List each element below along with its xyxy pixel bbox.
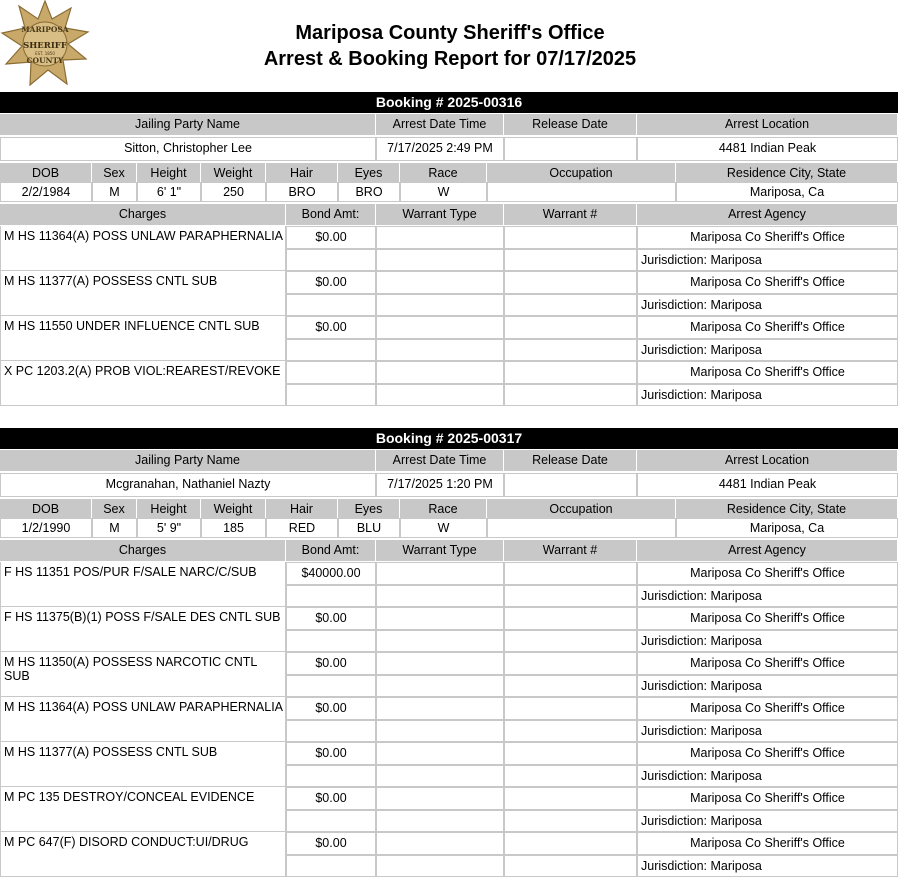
- warrant-number: [504, 316, 637, 339]
- bond-amount-blank: [286, 765, 376, 787]
- weight-value: 185: [201, 518, 266, 538]
- warrant-number: [504, 562, 637, 585]
- arrest-agency: Mariposa Co Sheriff's Office: [637, 697, 898, 720]
- residence-value: Mariposa, Ca: [676, 182, 898, 202]
- warrant-type-blank: [376, 249, 504, 271]
- warrant-type: [376, 271, 504, 294]
- jurisdiction: Jurisdiction: Mariposa: [637, 585, 898, 607]
- warrant-number: [504, 742, 637, 765]
- warrant-type-blank: [376, 720, 504, 742]
- residence-header: Residence City, State: [676, 499, 898, 518]
- arrest-location-header: Arrest Location: [637, 114, 898, 135]
- charge-description: F HS 11375(B)(1) POSS F/SALE DES CNTL SUB: [0, 607, 286, 652]
- dob-value: 2/2/1984: [0, 182, 92, 202]
- arrest-datetime: 7/17/2025 1:20 PM: [376, 473, 504, 497]
- jurisdiction: Jurisdiction: Mariposa: [637, 384, 898, 406]
- charge-description: F HS 11351 POS/PUR F/SALE NARC/C/SUB: [0, 562, 286, 607]
- bond-amount: $40000.00: [286, 562, 376, 585]
- warrant-type-blank: [376, 294, 504, 316]
- warrant-number-blank: [504, 630, 637, 652]
- jurisdiction: Jurisdiction: Mariposa: [637, 249, 898, 271]
- weight-header: Weight: [201, 163, 266, 182]
- height-value: 5' 9": [137, 518, 201, 538]
- hair-value: RED: [266, 518, 338, 538]
- badge-small: EST. 1850: [35, 51, 55, 56]
- bond-amount-blank: [286, 855, 376, 877]
- warrant-type-header: Warrant Type: [376, 204, 504, 225]
- height-header: Height: [137, 499, 201, 518]
- warrant-type: [376, 361, 504, 384]
- arrest-agency: Mariposa Co Sheriff's Office: [637, 607, 898, 630]
- eyes-value: BLU: [338, 518, 400, 538]
- warrant-number-blank: [504, 249, 637, 271]
- warrant-type: [376, 316, 504, 339]
- eyes-header: Eyes: [338, 163, 400, 182]
- weight-header: Weight: [201, 499, 266, 518]
- sex-value: M: [92, 518, 137, 538]
- bond-amount-blank: [286, 384, 376, 406]
- sex-header: Sex: [92, 163, 137, 182]
- arrest-agency: Mariposa Co Sheriff's Office: [637, 787, 898, 810]
- badge-arc-top: MARIPOSA: [21, 25, 69, 34]
- arrest-datetime: 7/17/2025 2:49 PM: [376, 137, 504, 161]
- bond-amount: [286, 361, 376, 384]
- warrant-type: [376, 652, 504, 675]
- jailing-party-header: Jailing Party Name: [0, 114, 376, 135]
- warrant-type: [376, 787, 504, 810]
- charge-description: M PC 647(F) DISORD CONDUCT:UI/DRUG: [0, 832, 286, 877]
- bond-amount: $0.00: [286, 607, 376, 630]
- warrant-number: [504, 697, 637, 720]
- jurisdiction: Jurisdiction: Mariposa: [637, 294, 898, 316]
- bond-amount-blank: [286, 294, 376, 316]
- charge-description: M HS 11350(A) POSSESS NARCOTIC CNTL SUB: [0, 652, 286, 697]
- jurisdiction: Jurisdiction: Mariposa: [637, 720, 898, 742]
- inmate-name: Mcgranahan, Nathaniel Nazty: [0, 473, 376, 497]
- charge-description: M HS 11550 UNDER INFLUENCE CNTL SUB: [0, 316, 286, 361]
- warrant-number-blank: [504, 720, 637, 742]
- arrest-agency: Mariposa Co Sheriff's Office: [637, 832, 898, 855]
- jurisdiction: Jurisdiction: Mariposa: [637, 765, 898, 787]
- booking-section: [0, 428, 898, 876]
- arrest-datetime-header: Arrest Date Time: [376, 114, 504, 135]
- warrant-number: [504, 226, 637, 249]
- warrant-type-blank: [376, 339, 504, 361]
- sheriff-star-badge: [0, 0, 90, 88]
- race-header: Race: [400, 499, 487, 518]
- bond-amount: $0.00: [286, 316, 376, 339]
- hair-header: Hair: [266, 499, 338, 518]
- arrest-agency-header: Arrest Agency: [637, 204, 898, 225]
- arrest-location-header: Arrest Location: [637, 450, 898, 471]
- warrant-type-blank: [376, 630, 504, 652]
- bond-amount: $0.00: [286, 271, 376, 294]
- arrest-location: 4481 Indian Peak: [637, 137, 898, 161]
- bond-amount-blank: [286, 339, 376, 361]
- arrest-agency-header: Arrest Agency: [637, 540, 898, 561]
- jurisdiction: Jurisdiction: Mariposa: [637, 630, 898, 652]
- release-date-header: Release Date: [504, 450, 637, 471]
- warrant-type-blank: [376, 585, 504, 607]
- occupation-value: [487, 182, 676, 202]
- warrant-type-header: Warrant Type: [376, 540, 504, 561]
- hair-header: Hair: [266, 163, 338, 182]
- warrant-number: [504, 787, 637, 810]
- jurisdiction: Jurisdiction: Mariposa: [637, 339, 898, 361]
- inmate-name: Sitton, Christopher Lee: [0, 137, 376, 161]
- bond-header: Bond Amt:: [286, 204, 376, 225]
- badge-arc-bottom: COUNTY: [26, 56, 64, 65]
- warrant-type: [376, 562, 504, 585]
- residence-value: Mariposa, Ca: [676, 518, 898, 538]
- bond-amount: $0.00: [286, 832, 376, 855]
- booking-number-header: Booking # 2025-00316: [0, 92, 898, 113]
- occupation-value: [487, 518, 676, 538]
- residence-header: Residence City, State: [676, 163, 898, 182]
- hair-value: BRO: [266, 182, 338, 202]
- badge-center: SHERIFF: [23, 41, 67, 51]
- warrant-type: [376, 742, 504, 765]
- dob-header: DOB: [0, 163, 92, 182]
- warrant-number-header: Warrant #: [504, 540, 637, 561]
- jurisdiction: Jurisdiction: Mariposa: [637, 675, 898, 697]
- race-value: W: [400, 518, 487, 538]
- dob-value: 1/2/1990: [0, 518, 92, 538]
- warrant-number: [504, 652, 637, 675]
- arrest-agency: Mariposa Co Sheriff's Office: [637, 562, 898, 585]
- warrant-number-blank: [504, 585, 637, 607]
- warrant-type: [376, 697, 504, 720]
- race-header: Race: [400, 163, 487, 182]
- charges-header: Charges: [0, 204, 286, 225]
- arrest-location: 4481 Indian Peak: [637, 473, 898, 497]
- warrant-type-blank: [376, 675, 504, 697]
- warrant-type: [376, 607, 504, 630]
- arrest-agency: Mariposa Co Sheriff's Office: [637, 316, 898, 339]
- jurisdiction: Jurisdiction: Mariposa: [637, 810, 898, 832]
- bond-amount-blank: [286, 675, 376, 697]
- charge-description: M HS 11377(A) POSSESS CNTL SUB: [0, 742, 286, 787]
- warrant-number-blank: [504, 384, 637, 406]
- report-title: Mariposa County Sheriff's Office: [295, 22, 605, 44]
- arrest-agency: Mariposa Co Sheriff's Office: [637, 652, 898, 675]
- arrest-agency: Mariposa Co Sheriff's Office: [637, 271, 898, 294]
- warrant-type-blank: [376, 855, 504, 877]
- warrant-number-blank: [504, 294, 637, 316]
- charge-description: M HS 11377(A) POSSESS CNTL SUB: [0, 271, 286, 316]
- eyes-header: Eyes: [338, 499, 400, 518]
- warrant-type: [376, 226, 504, 249]
- warrant-number: [504, 832, 637, 855]
- warrant-number: [504, 271, 637, 294]
- release-date-header: Release Date: [504, 114, 637, 135]
- warrant-number-blank: [504, 810, 637, 832]
- weight-value: 250: [201, 182, 266, 202]
- bond-amount-blank: [286, 630, 376, 652]
- charge-description: M HS 11364(A) POSS UNLAW PARAPHERNALIA: [0, 226, 286, 271]
- warrant-number-blank: [504, 855, 637, 877]
- bond-amount: $0.00: [286, 697, 376, 720]
- charge-description: M PC 135 DESTROY/CONCEAL EVIDENCE: [0, 787, 286, 832]
- bond-header: Bond Amt:: [286, 540, 376, 561]
- height-value: 6' 1": [137, 182, 201, 202]
- occupation-header: Occupation: [487, 163, 676, 182]
- jailing-party-header: Jailing Party Name: [0, 450, 376, 471]
- bond-amount: $0.00: [286, 226, 376, 249]
- height-header: Height: [137, 163, 201, 182]
- race-value: W: [400, 182, 487, 202]
- dob-header: DOB: [0, 499, 92, 518]
- arrest-agency: Mariposa Co Sheriff's Office: [637, 361, 898, 384]
- arrest-datetime-header: Arrest Date Time: [376, 450, 504, 471]
- warrant-number-header: Warrant #: [504, 204, 637, 225]
- warrant-number-blank: [504, 675, 637, 697]
- bond-amount: $0.00: [286, 787, 376, 810]
- warrant-type-blank: [376, 810, 504, 832]
- bond-amount: $0.00: [286, 742, 376, 765]
- warrant-number: [504, 607, 637, 630]
- arrest-agency: Mariposa Co Sheriff's Office: [637, 742, 898, 765]
- warrant-type: [376, 832, 504, 855]
- report-subtitle: Arrest & Booking Report for 07/17/2025: [263, 48, 637, 70]
- charge-description: X PC 1203.2(A) PROB VIOL:REAREST/REVOKE: [0, 361, 286, 406]
- warrant-type-blank: [376, 384, 504, 406]
- charges-header: Charges: [0, 540, 286, 561]
- jurisdiction: Jurisdiction: Mariposa: [637, 855, 898, 877]
- eyes-value: BRO: [338, 182, 400, 202]
- arrest-agency: Mariposa Co Sheriff's Office: [637, 226, 898, 249]
- charge-description: M HS 11364(A) POSS UNLAW PARAPHERNALIA: [0, 697, 286, 742]
- warrant-number-blank: [504, 339, 637, 361]
- warrant-number-blank: [504, 765, 637, 787]
- warrant-type-blank: [376, 765, 504, 787]
- bond-amount: $0.00: [286, 652, 376, 675]
- sex-value: M: [92, 182, 137, 202]
- warrant-number: [504, 361, 637, 384]
- release-date: [504, 137, 637, 161]
- booking-section: [0, 92, 898, 405]
- occupation-header: Occupation: [487, 499, 676, 518]
- sex-header: Sex: [92, 499, 137, 518]
- bond-amount-blank: [286, 249, 376, 271]
- bond-amount-blank: [286, 810, 376, 832]
- booking-number-header: Booking # 2025-00317: [0, 428, 898, 449]
- bond-amount-blank: [286, 585, 376, 607]
- release-date: [504, 473, 637, 497]
- bond-amount-blank: [286, 720, 376, 742]
